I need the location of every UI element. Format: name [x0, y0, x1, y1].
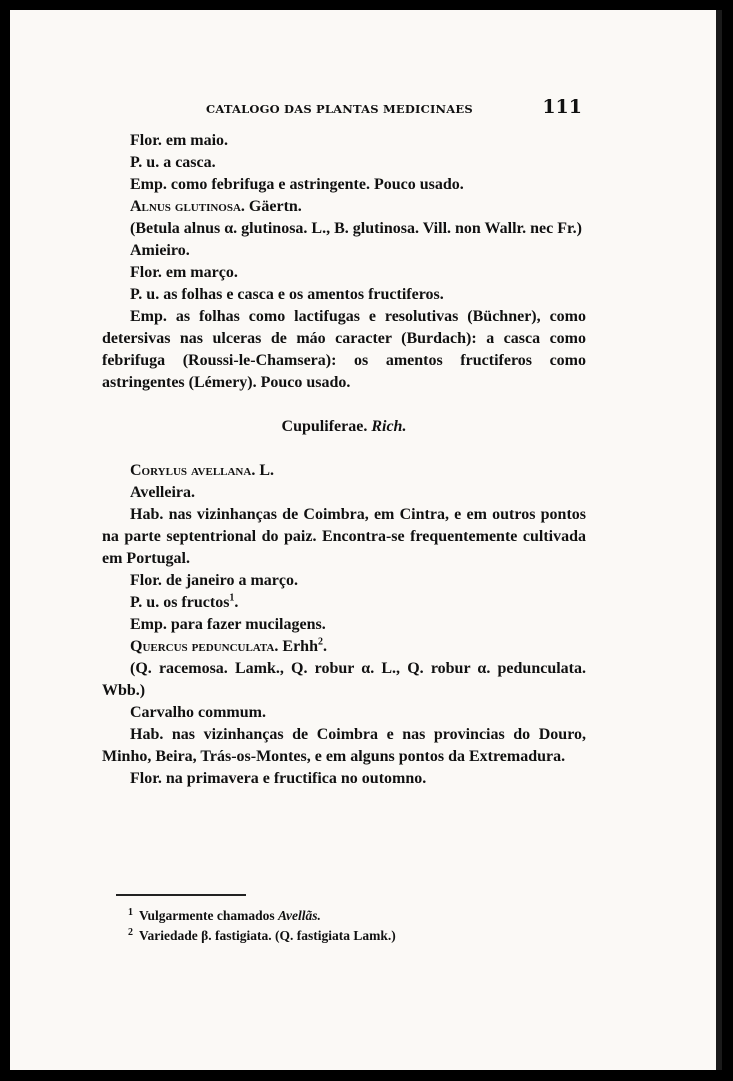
quercus-common-name: Carvalho commum. — [130, 704, 266, 721]
book-page — [10, 10, 722, 1070]
footnote-1-number: 1 — [128, 906, 133, 918]
footnote-1 — [128, 906, 588, 926]
footnote-1-text: Vulgarmente chamados — [139, 908, 275, 923]
alnus-synonyms: (Betula alnus α. glutinosa. L., B. glutinosa. Vill. non Wallr. nec Fr.) — [130, 220, 582, 237]
alnus-emprego: Emp. como febrifuga e astringente. Pouco usado. — [130, 176, 464, 193]
alnus-flor-2: Flor. em março. — [130, 264, 238, 281]
quercus-species-name: Quercus pedunculata — [130, 638, 275, 655]
corylus-flor: Flor. de janeiro a março. — [130, 572, 298, 589]
family-heading — [102, 416, 586, 438]
footnote-2-number: 2 — [128, 926, 133, 938]
quercus-heading: Quercus pedunculata. Erhh$^2$. — [130, 636, 327, 655]
corylus-emprego: Emp. para fazer mucilagens. — [130, 616, 326, 633]
corylus-habitat: Hab. nas vizinhanças de Coimbra, em Cintra, e em outros pontos na parte septentrional do paiz. Encontra-se frequentemente cultivada em Portugal. — [102, 506, 586, 567]
footnote-ref-1: 1 — [229, 592, 235, 604]
alnus-parte-usada-2: P. u. as folhas e casca e os amentos fructiferos. — [130, 286, 444, 303]
footnotes — [128, 906, 588, 946]
family-author: Rich. — [371, 418, 407, 435]
footnote-rule — [116, 894, 246, 896]
main-text — [102, 130, 586, 790]
quercus-habitat: Hab. nas vizinhanças de Coimbra e nas provincias do Douro, Minho, Beira, Trás-os-Montes, e em alguns pontos da Extremadura. — [102, 726, 586, 765]
alnus-common-name: Amieiro. — [130, 242, 190, 259]
corylus-heading — [102, 460, 586, 482]
corylus-parte-usada: P. u. os fructos$^1$. — [130, 592, 239, 611]
alnus-species-author: . Gäertn. — [240, 198, 302, 215]
corylus-species-name: Corylus avellana — [130, 462, 252, 479]
alnus-flor: Flor. em maio. — [130, 132, 229, 149]
corylus-parte-usada-text: P. u. os fructos — [130, 594, 230, 611]
running-title: CATALOGO DAS PLANTAS MEDICINAES — [206, 102, 473, 116]
footnote-ref-2: 2 — [317, 636, 323, 648]
alnus-parte-usada: P. u. a casca. — [130, 154, 216, 171]
footnote-2-text: Variedade β. fastigiata. (Q. fastigiata Lamk.) — [139, 928, 396, 943]
alnus-emprego-2: Emp. as folhas como lactifugas e resolutivas (Büchner), como detersivas nas ulceras de máo caracter (Burdach): a casca como febrifuga (Roussi-le-Chamsera): os amentos fructiferos como astringentes (Lémery). Pouco usado. — [102, 308, 586, 391]
page-number: 111 — [542, 96, 582, 118]
alnus-heading — [102, 196, 586, 218]
quercus-synonyms: (Q. racemosa. Lamk., Q. robur α. L., Q. robur α. pedunculata. Wbb.) — [102, 660, 586, 699]
quercus-flor: Flor. na primavera e fructifica no outomno. — [130, 770, 427, 787]
alnus-species-name: Alnus glutinosa — [130, 198, 241, 215]
family-name: Cupuliferae. — [281, 418, 368, 435]
corylus-common-name: Avelleira. — [130, 484, 196, 501]
running-header — [206, 98, 582, 122]
footnote-2 — [128, 926, 588, 946]
corylus-species-author: . L. — [251, 462, 274, 479]
quercus-species-author: . Erhh — [274, 638, 318, 655]
footnote-1-italic: Avellãs. — [278, 908, 321, 923]
